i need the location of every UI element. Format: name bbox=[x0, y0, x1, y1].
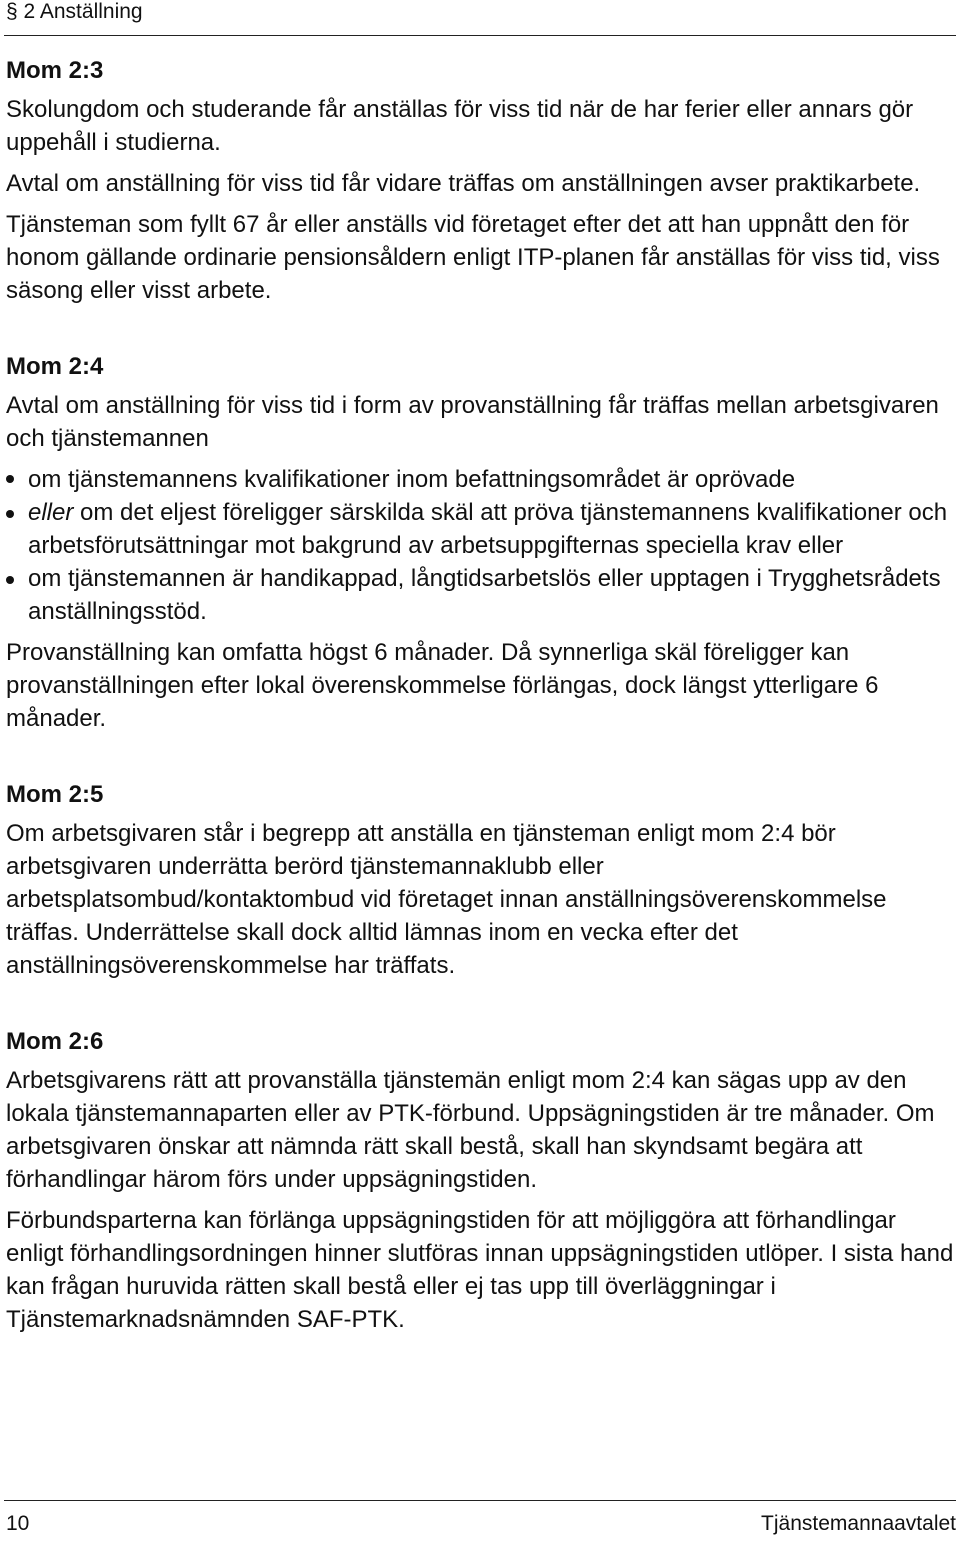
header-rule bbox=[4, 35, 956, 36]
list-item-text: om det eljest föreligger särskilda skäl att pröva tjänstemannens kvalifikationer och arbetsförutsättningar mot bakgrund av arbetsuppgifternas speciella krav eller bbox=[28, 499, 948, 559]
bullet-list bbox=[6, 463, 954, 628]
section-title-mom-2-4: Mom 2:4 bbox=[6, 353, 104, 380]
page-body bbox=[6, 48, 954, 1336]
section-title-mom-2-5: Mom 2:5 bbox=[6, 781, 104, 808]
list-item-text: om tjänstemannen är handikappad, långtidsarbetslös eller upptagen i Trygghetsrådets anställningsstöd. bbox=[28, 565, 941, 625]
footer-rule bbox=[4, 1500, 956, 1501]
list-item bbox=[6, 562, 954, 628]
list-item bbox=[6, 496, 954, 562]
paragraph: Om arbetsgivaren står i begrepp att anställa en tjänsteman enligt mom 2:4 bör arbetsgivaren underrätta berörd tjänstemannaklubb eller arbetsplatsombud/kontaktombud vid företaget innan anställningsöverenskommelse träffas. Underrättelse skall dock alltid lämnas inom en vecka efter det anställningsöverenskommelse har träffats. bbox=[6, 820, 887, 979]
paragraph: Avtal om anställning för viss tid får vidare träffas om anställningen avser praktikarbete. bbox=[6, 170, 921, 197]
list-item bbox=[6, 463, 954, 496]
paragraph: Skolungdom och studerande får anställas för viss tid när de har ferier eller annars gör uppehåll i studierna. bbox=[6, 96, 914, 156]
publication-name: Tjänstemannaavtalet bbox=[761, 1512, 956, 1535]
section-title-mom-2-6: Mom 2:6 bbox=[6, 1028, 104, 1055]
bullet-icon bbox=[6, 576, 14, 584]
paragraph: Tjänsteman som fyllt 67 år eller anställs vid företaget efter det att han uppnått den för honom gällande ordinarie pensionsåldern enligt ITP-planen får anställas för viss tid, viss säsong eller visst arbete. bbox=[6, 211, 940, 304]
page-number: 10 bbox=[6, 1512, 30, 1535]
paragraph: Förbundsparterna kan förlänga uppsägningstiden för att möjliggöra att förhandlingar enligt förhandlingsordningen hinner slutföras innan uppsägningstiden utlöper. I sista hand kan frågan huruvida rätten skall bestå eller ej tas upp till överläggningar i Tjänstemarknadsnämnden SAF-PTK. bbox=[6, 1207, 954, 1333]
section-title-mom-2-3: Mom 2:3 bbox=[6, 57, 104, 84]
paragraph: Avtal om anställning för viss tid i form av provanställning får träffas mellan arbetsgivaren och tjänstemannen bbox=[6, 392, 939, 452]
bullet-icon bbox=[6, 510, 14, 518]
list-item-text: om tjänstemannens kvalifikationer inom befattningsområdet är oprövade bbox=[28, 466, 796, 493]
list-item-emphasis: eller bbox=[28, 499, 74, 526]
paragraph: Provanställning kan omfatta högst 6 månader. Då synnerliga skäl föreligger kan provanställningen efter lokal överenskommelse förlängas, dock längst ytterligare 6 månader. bbox=[6, 639, 879, 732]
bullet-icon bbox=[6, 475, 14, 483]
running-head: § 2 Anställning bbox=[6, 0, 143, 23]
paragraph: Arbetsgivarens rätt att provanställa tjänstemän enligt mom 2:4 kan sägas upp av den lokala tjänstemannaparten eller av PTK-förbund. Uppsägningstiden är tre månader. Om arbetsgivaren önskar att nämnda rätt skall bestå, skall han skyndsamt begära att förhandlingar härom förs under uppsägningstiden. bbox=[6, 1067, 935, 1193]
